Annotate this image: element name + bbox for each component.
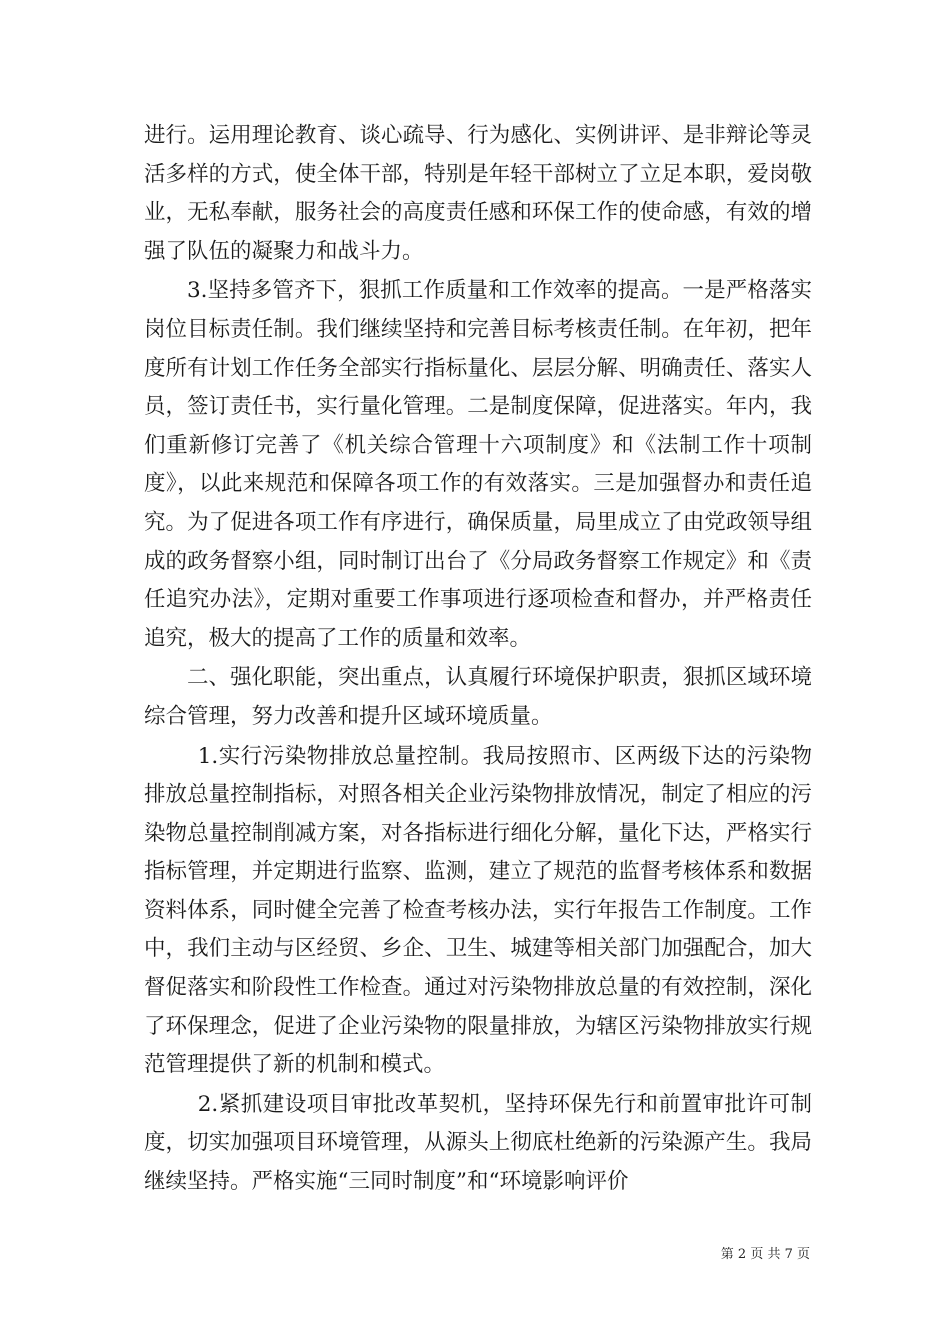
document-body — [144, 117, 812, 1202]
paragraph-item-1: 1.实行污染物排放总量控制。我局按照市、区两级下达的污染物排放总量控制指标，对照各相关企业污染物排放情况，制定了相应的污染物总量控制削减方案，对各指标进行细化分解，量化下达，严格实行指标管理，并定期进行监察、监测，建立了规范的监督考核体系和数据资料体系，同时健全完善了检查考核办法，实行年报告工作制度。工作中，我们主动与区经贸、乡企、卫生、城建等相关部门加强配合，加大督促落实和阶段性工作检查。通过对污染物排放总量的有效控制，深化了环保理念，促进了企业污染物的限量排放，为辖区污染物排放实行规范管理提供了新的机制和模式。 — [144, 743, 812, 1078]
paragraph-section-2-heading: 二、强化职能，突出重点，认真履行环境保护职责，狠抓区域环境综合管理，努力改善和提升区域环境质量。 — [144, 665, 812, 729]
page-number: 第 2 页 共 7 页 — [720, 1247, 810, 1262]
paragraph-item-3: 3.坚持多管齐下，狠抓工作质量和工作效率的提高。一是严格落实岗位目标责任制。我们继续坚持和完善目标考核责任制。在年初，把年度所有计划工作任务全部实行指标量化、层层分解、明确责任、落实人员，签订责任书，实行量化管理。二是制度保障，促进落实。年内，我们重新修订完善了《机关综合管理十六项制度》和《法制工作十项制度》，以此来规范和保障各项工作的有效落实。三是加强督办和责任追究。为了促进各项工作有序进行，确保质量，局里成立了由党政领导组成的政务督察小组，同时制订出台了《分局政务督察工作规定》和《责任追究办法》，定期对重要工作事项进行逐项检查和督办，并严格责任追究，极大的提高了工作的质量和效率。 — [144, 278, 812, 651]
paragraph-item-2: 2.紧抓建设项目审批改革契机，坚持环保先行和前置审批许可制度，切实加强项目环境管理，从源头上彻底杜绝新的污染源产生。我局继续坚持。严格实施“三同时制度”和“环境影响评价 — [144, 1091, 812, 1195]
paragraph-continuation: 进行。运用理论教育、谈心疏导、行为感化、实例讲评、是非辩论等灵活多样的方式，使全体干部，特别是年轻干部树立了立足本职，爱岗敬业，无私奉献，服务社会的高度责任感和环保工作的使命感，有效的增强了队伍的凝聚力和战斗力。 — [144, 123, 812, 264]
